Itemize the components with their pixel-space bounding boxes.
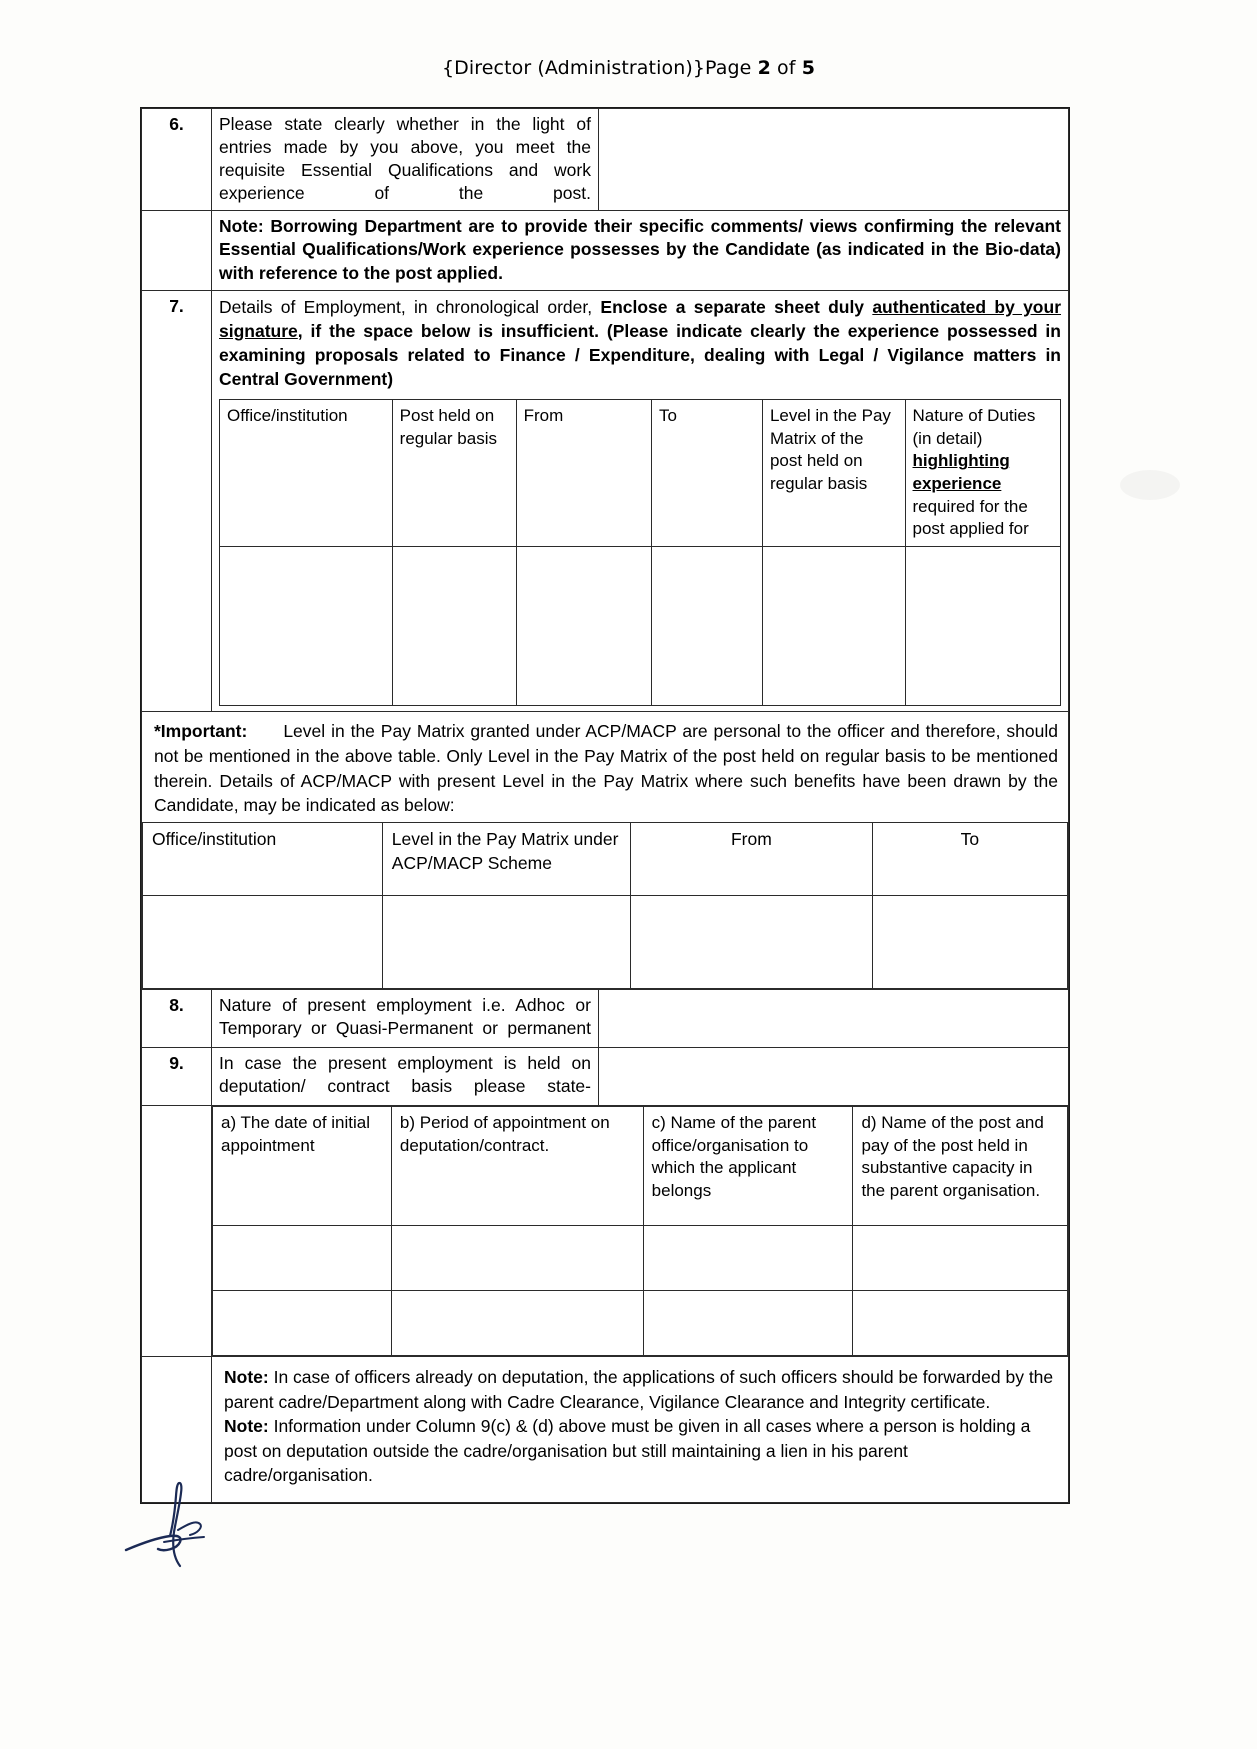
table-row-bottom-notes	[142, 1357, 1069, 1503]
item6-note-label: Note:	[219, 216, 264, 237]
bottom-note-1-text: In case of officers already on deputation, the applications of such officers should be forwarded by the parent cadre/Department along with Cadre Clearance, Vigilance Clearance and Integrity certificate.	[224, 1367, 1054, 1412]
deputation-table-row	[213, 1226, 1068, 1291]
bottom-note-2-label: Note:	[224, 1416, 269, 1437]
item8-question: Nature of present employment i.e. Adhoc or Temporary or Quasi-Permanent or permanent	[212, 990, 599, 1048]
item7-number: 7.	[142, 290, 212, 711]
employment-table	[219, 399, 1061, 706]
table-row-important	[142, 711, 1069, 989]
deputation-cell-c[interactable]	[643, 1291, 853, 1356]
deputation-cell-d[interactable]	[853, 1291, 1068, 1356]
important-text: Level in the Pay Matrix granted under ACP/MACP are personal to the officer and therefore, should not be mentioned in the above table. Only Level in the Pay Matrix of the post held on regular basis to be mentioned therein. Details of ACP/MACP with present Level in the Pay Matrix where such benefits have been drawn by the Candidate, may be indicated as below:	[154, 720, 1058, 816]
deputation-header-b: b) Period of appointment on deputation/contract.	[391, 1107, 643, 1226]
header-middle: of	[770, 57, 802, 79]
nature-pre: Nature of Duties (in detail)	[912, 406, 1036, 448]
signature-mark	[118, 1480, 268, 1575]
item7-lead-text	[219, 295, 1061, 392]
deputation-table	[212, 1106, 1068, 1356]
nature-post: required for the post applied for	[912, 496, 1029, 539]
item7-lead-bold-2: , if the space below is insufficient. (Please indicate clearly the experience possessed in examining proposals related to Finance / Expenditure, dealing with Legal / Vigilance matters in Central Government)	[219, 320, 1061, 390]
acp-header-level: Level in the Pay Matrix under ACP/MACP Scheme	[382, 823, 630, 896]
bottom-notes-cell	[212, 1357, 1069, 1503]
item8-answer-field[interactable]	[599, 990, 1069, 1048]
employment-table-header-row	[220, 400, 1061, 547]
acp-header-to: To	[872, 823, 1067, 896]
acp-cell-level[interactable]	[382, 896, 630, 989]
item7-lead-underline: authenticated by your signature	[219, 296, 1062, 341]
deputation-section	[212, 1106, 1069, 1357]
page-header	[0, 0, 1257, 79]
bottom-notes	[212, 1357, 1068, 1502]
deputation-cell-c[interactable]	[643, 1226, 853, 1291]
employment-cell-from[interactable]	[516, 546, 651, 705]
important-section	[142, 711, 1069, 989]
employment-cell-level-pay[interactable]	[762, 546, 905, 705]
item9-sub-spacer	[142, 1106, 212, 1357]
acp-table-row	[143, 896, 1068, 989]
employment-cell-office[interactable]	[220, 546, 393, 705]
item9-number: 9.	[142, 1048, 212, 1106]
table-row-item7	[142, 290, 1069, 711]
nature-underline: highlighting experience	[912, 451, 1010, 494]
employment-header-office: Office/institution	[220, 400, 393, 547]
item7-lead-plain: Details of Employment, in chronological order,	[219, 296, 601, 317]
employment-cell-to[interactable]	[651, 546, 762, 705]
employment-cell-post-held[interactable]	[392, 546, 516, 705]
item9-question: In case the present employment is held on deputation/ contract basis please state-	[212, 1048, 599, 1106]
header-total-pages: 5	[801, 57, 816, 79]
item6-note	[212, 211, 1069, 290]
item6-note-text: Borrowing Department are to provide their specific comments/ views confirming the relevant Essential Qualifications/Work experience possesses by the Candidate (as indicated in the Bio-data) with reference to the post applied.	[219, 216, 1061, 283]
employment-table-row	[220, 546, 1061, 705]
deputation-header-a: a) The date of initial appointment	[213, 1107, 392, 1226]
item6-answer-field[interactable]	[599, 109, 1069, 211]
item7-content	[212, 290, 1069, 711]
table-row-item6-note	[142, 211, 1069, 290]
bottom-note-1	[224, 1365, 1058, 1414]
acp-macp-table	[142, 822, 1068, 989]
deputation-cell-b[interactable]	[391, 1226, 643, 1291]
item8-number: 8.	[142, 990, 212, 1048]
deputation-cell-b[interactable]	[391, 1291, 643, 1356]
acp-cell-to[interactable]	[872, 896, 1067, 989]
acp-table-header-row	[143, 823, 1068, 896]
deputation-header-row	[213, 1107, 1068, 1226]
deputation-header-d: d) Name of the post and pay of the post held in substantive capacity in the parent organisation.	[853, 1107, 1068, 1226]
table-row-item9	[142, 1048, 1069, 1106]
deputation-cell-a[interactable]	[213, 1291, 392, 1356]
employment-header-from: From	[516, 400, 651, 547]
deputation-table-row	[213, 1291, 1068, 1356]
bottom-note-2-text: Information under Column 9(c) & (d) above must be given in all cases where a person is holding a post on deputation outside the cadre/organisation but still maintaining a lien in his parent cadre/organisation.	[224, 1416, 1031, 1486]
important-paragraph	[142, 712, 1068, 822]
acp-header-from: From	[631, 823, 873, 896]
acp-cell-office[interactable]	[143, 896, 383, 989]
acp-header-office: Office/institution	[143, 823, 383, 896]
form-table	[140, 107, 1070, 1504]
bottom-note-2	[224, 1414, 1058, 1488]
important-label: *Important:	[154, 720, 248, 741]
employment-header-to: To	[651, 400, 762, 547]
item9-answer-field[interactable]	[599, 1048, 1069, 1106]
item6-note-spacer	[142, 211, 212, 290]
deputation-cell-a[interactable]	[213, 1226, 392, 1291]
table-row-item9-subtable	[142, 1106, 1069, 1357]
acp-cell-from[interactable]	[631, 896, 873, 989]
deputation-cell-d[interactable]	[853, 1226, 1068, 1291]
item6-question: Please state clearly whether in the light of entries made by you above, you meet the requisite Essential Qualifications and work experience of the post.	[212, 109, 599, 211]
employment-cell-nature[interactable]	[905, 546, 1060, 705]
deputation-header-c: c) Name of the parent office/organisation to which the applicant belongs	[643, 1107, 853, 1226]
form-grid	[141, 108, 1069, 1503]
employment-header-nature-duties	[905, 400, 1060, 547]
table-row-item8	[142, 990, 1069, 1048]
header-page-number: 2	[757, 57, 771, 79]
item6-number: 6.	[142, 109, 212, 211]
item7-lead-bold-1: Enclose a separate sheet duly	[600, 296, 873, 317]
employment-header-level-pay: Level in the Pay Matrix of the post held on regular basis	[762, 400, 905, 547]
header-prefix: {Director (Administration)}Page	[441, 57, 758, 79]
scan-smudge	[1120, 470, 1180, 500]
employment-header-post-held: Post held on regular basis	[392, 400, 516, 547]
bottom-note-1-label: Note:	[224, 1367, 269, 1388]
table-row-item6	[142, 109, 1069, 211]
